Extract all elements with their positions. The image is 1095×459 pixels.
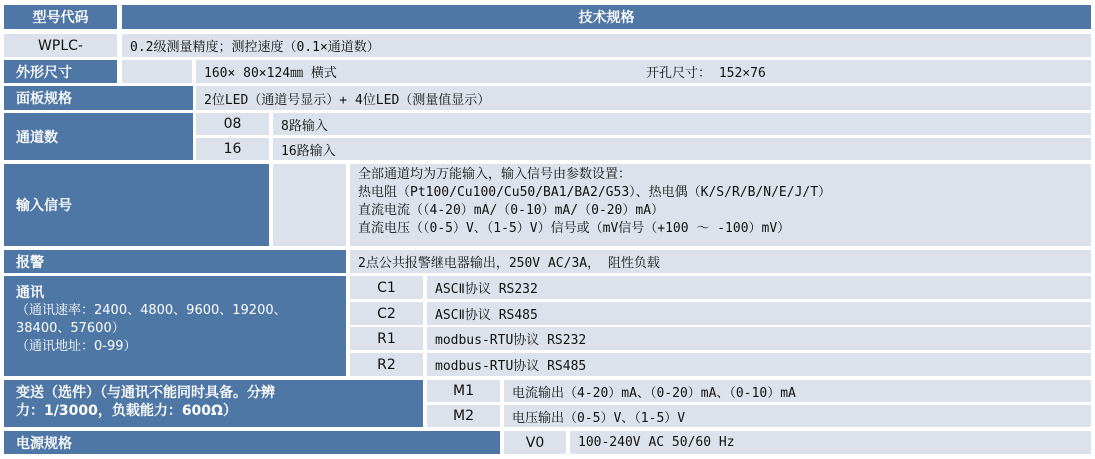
input-line: 全部通道均为万能输入，输入信号由参数设置： <box>358 167 632 182</box>
dims-code-blank <box>122 60 192 83</box>
channel-desc-08: 8路输入 <box>273 113 1091 135</box>
transmit-code-m1: M1 <box>427 380 500 402</box>
comm-line: 38400、57600） <box>16 321 125 336</box>
model-code-cell: WPLC- <box>4 34 117 57</box>
dims-size: 160× 80×124㎜ 横式 <box>204 66 337 81</box>
alarm-value: 2点公共报警继电器输出，250V AC/3A， 阻性负载 <box>350 250 1091 273</box>
comm-code-c2: C2 <box>350 302 423 325</box>
header-tech-spec: 技术规格 <box>122 5 1091 29</box>
power-value: 100-240V AC 50/60 Hz <box>570 431 1091 454</box>
panel-label: 面板规格 <box>4 86 193 110</box>
channel-code-08: 08 <box>196 113 269 135</box>
comm-line: （通讯地址：0-99） <box>16 339 137 354</box>
comm-title: 通讯 <box>16 285 44 301</box>
header-model-code: 型号代码 <box>4 5 117 29</box>
channel-desc-16: 16路输入 <box>273 138 1091 160</box>
dims-label: 外形尺寸 <box>4 60 117 83</box>
comm-desc-r2: modbus-RTU协议 RS485 <box>427 353 1091 376</box>
input-line: 直流电流（（4-20）mA/（0-10）mA/（0-20）mA） <box>358 203 665 218</box>
comm-line: （通讯速率：2400、4800、9600、19200、 <box>16 303 287 318</box>
input-code-blank <box>273 164 346 246</box>
input-description <box>350 164 1091 246</box>
input-line: 直流电压（（0-5）V、（1-5）V）信号或（mV信号（+100 ～ -100）mV） <box>358 221 791 236</box>
channel-code-16: 16 <box>196 138 269 160</box>
comm-desc-c1: ASCⅡ协议 RS232 <box>427 276 1091 299</box>
input-line: 热电阻（Pt100/Cu100/Cu50/BA1/BA2/G53）、热电偶（K/S/R/B/N/E/J/T） <box>358 185 832 200</box>
transmit-code-m2: M2 <box>427 405 500 427</box>
channels-label: 通道数 <box>4 113 193 160</box>
comm-label <box>4 276 346 376</box>
dims-cutout: 开孔尺寸： 152×76 <box>646 66 766 81</box>
comm-desc-r1: modbus-RTU协议 RS232 <box>427 327 1091 350</box>
transmit-desc-m2: 电压输出（0-5）V、（1-5）V <box>504 405 1091 427</box>
transmit-desc-m1: 电流输出（4-20）mA、（0-20）mA、（0-10）mA <box>504 380 1091 402</box>
transmit-line: 变送（选件）（与通讯不能同时具备。分辨 <box>16 385 275 401</box>
comm-desc-c2: ASCⅡ协议 RS485 <box>427 302 1091 325</box>
power-code: V0 <box>504 431 566 454</box>
input-label: 输入信号 <box>4 164 269 246</box>
power-label: 电源规格 <box>4 431 500 454</box>
alarm-label: 报警 <box>4 250 346 273</box>
panel-value: 2位LED（通道号显示）+ 4位LED（测量值显示） <box>196 86 1091 110</box>
comm-code-r2: R2 <box>350 353 423 376</box>
comm-code-c1: C1 <box>350 276 423 299</box>
comm-code-r1: R1 <box>350 327 423 350</box>
dims-value <box>196 60 1091 83</box>
transmit-label <box>4 380 423 427</box>
model-description: 0.2级测量精度；测控速度（0.1×通道数） <box>122 34 1091 57</box>
transmit-line: 力：1/3000，负载能力：600Ω） <box>16 403 237 419</box>
